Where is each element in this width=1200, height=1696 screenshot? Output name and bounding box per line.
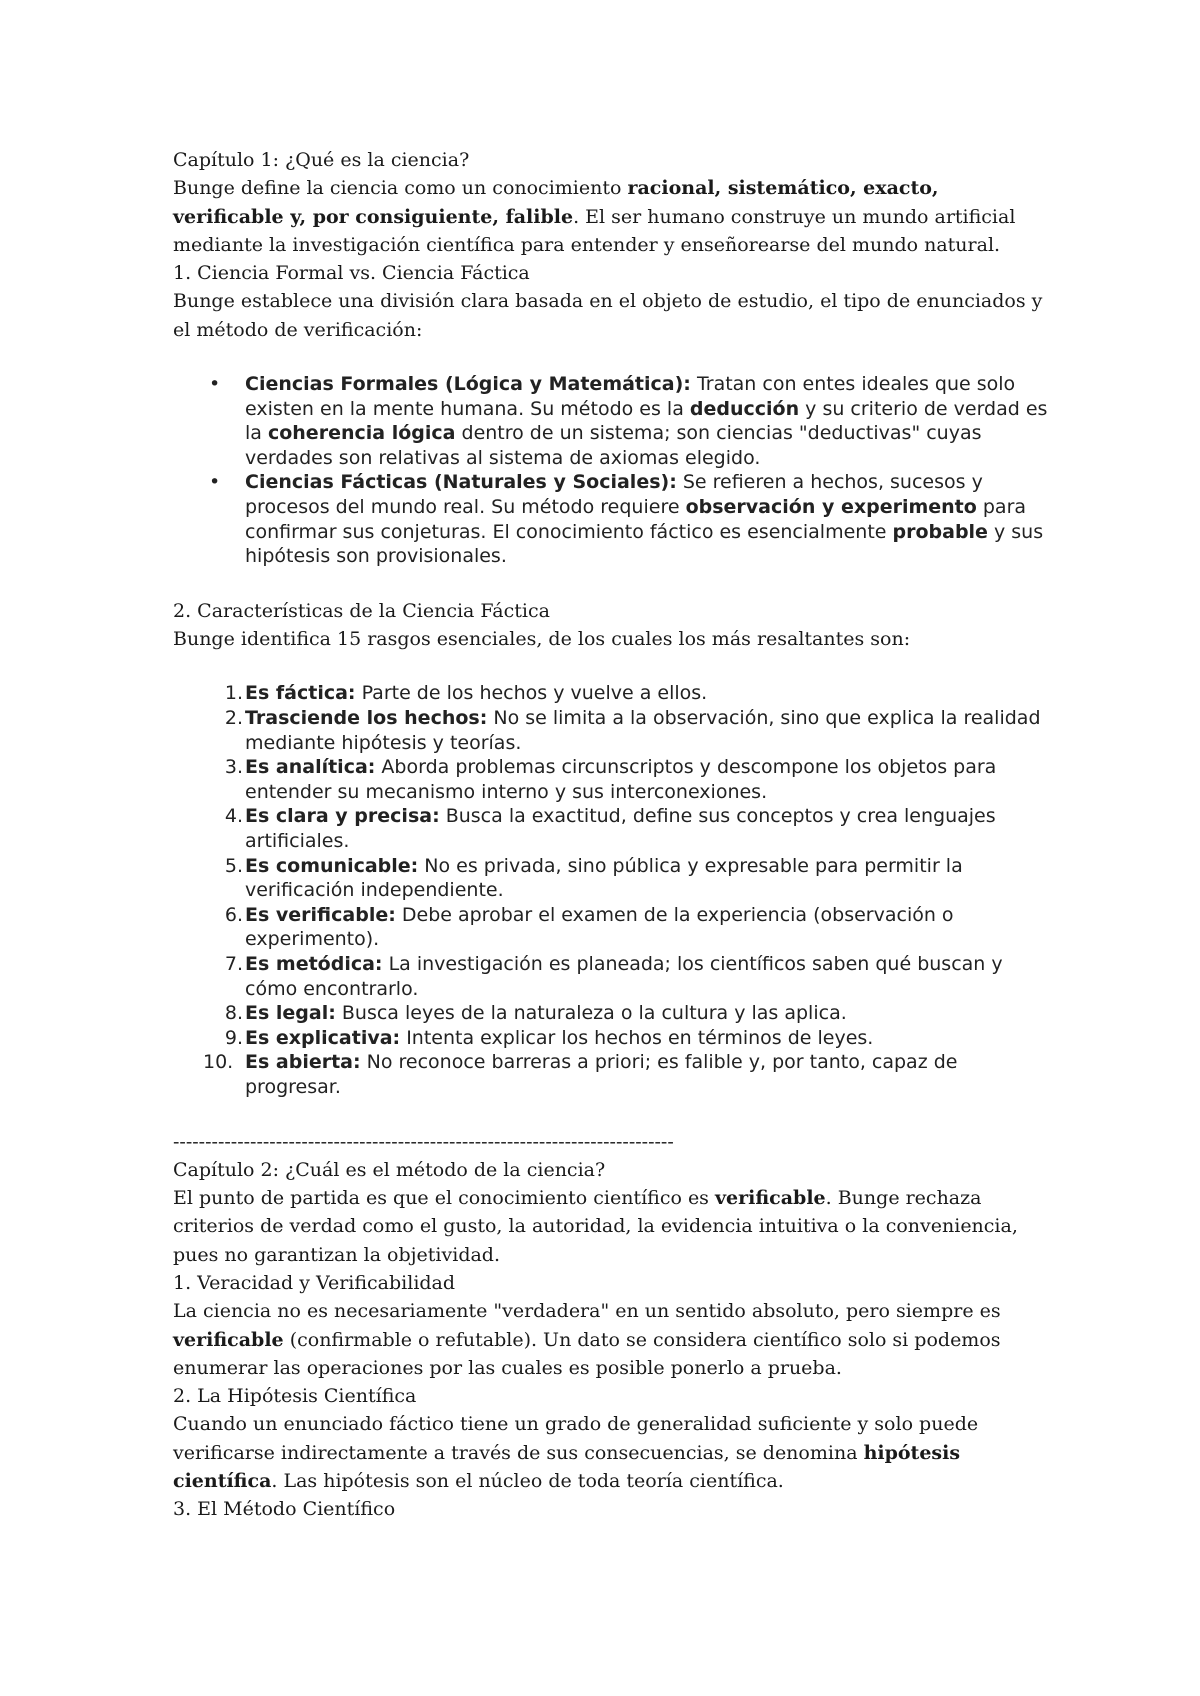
text-run: La ciencia no es necesariamente "verdadera" en un sentido absoluto, pero siempre es: [173, 1300, 1001, 1323]
list-number: 2.: [224, 707, 243, 730]
sciences-bullet-list: [173, 372, 1053, 569]
bold-run: verificable: [173, 1328, 284, 1351]
text-run: y su criterio de verdad es la: [245, 397, 1048, 445]
section-2-intro: Bunge identifica 15 rasgos esenciales, de los cuales los más resaltantes son:: [173, 628, 911, 651]
bold-run: coherencia lógica: [267, 422, 456, 445]
list-item: [173, 854, 1053, 903]
list-number: 9.: [224, 1026, 243, 1049]
list-number: 6.: [224, 903, 243, 926]
list-item: [173, 804, 1053, 853]
list-number: 10.: [203, 1051, 234, 1074]
section-1-title: 1. Ciencia Formal vs. Ciencia Fáctica: [173, 262, 530, 285]
chapter-2-intro: [173, 1184, 1053, 1269]
separator-line: ------------------------------------------------------------------------------: [173, 1130, 674, 1153]
ch2-section-3-title: 3. El Método Científico: [173, 1498, 396, 1521]
trait-label: Trasciende los hechos:: [245, 707, 488, 730]
text-run: (confirmable o refutable). Un dato se considera científico solo si podemos enumerar las operaciones por las cuales es posible ponerlo a prueba.: [173, 1328, 1001, 1379]
list-number: 5.: [224, 854, 243, 877]
list-number: 4.: [224, 805, 243, 828]
trait-description: Aborda problemas circunscriptos y descompone los objetos para entender su mecanismo interno y sus interconexiones.: [245, 756, 997, 803]
text-run: dentro de un sistema; son ciencias "deductivas" cuyas verdades son relativas al sistema de axiomas elegido.: [245, 422, 982, 469]
list-item: [173, 952, 1053, 1001]
text-run: Bunge define la ciencia como un conocimiento: [173, 177, 628, 200]
trait-label: Es legal:: [245, 1002, 336, 1025]
text-run: Tratan con entes ideales que solo existen en la mente humana. Su método es la: [245, 373, 1016, 420]
ch2-section-1-body: [173, 1297, 1053, 1382]
trait-description: Debe aprobar el examen de la experiencia (observación o experimento).: [245, 903, 954, 951]
list-item: [173, 681, 1053, 706]
document-body: [173, 146, 1053, 1524]
bullet-marker: •: [209, 471, 221, 494]
bold-run: deducción: [689, 397, 800, 420]
list-number: 7.: [224, 952, 243, 975]
trait-description: La investigación es planeada; los científicos saben qué buscan y cómo encontrarlo.: [245, 952, 1003, 1000]
text-run: . El ser humano construye un mundo artificial mediante la investigación científica para entender y enseñorearse del mundo natural.: [173, 205, 1016, 256]
list-item: [173, 903, 1053, 952]
list-item: [173, 706, 1053, 755]
spacer: [173, 653, 1053, 681]
section-2-heading: [173, 597, 1053, 654]
text-run: El punto de partida es que el conocimiento científico es: [173, 1187, 715, 1210]
bold-run: racional, sistemático, exacto, verificable y, por consiguiente, falible: [173, 177, 939, 228]
section-1-intro: Bunge establece una división clara basada en el objeto de estudio, el tipo de enunciados y el método de verificación:: [173, 290, 1043, 341]
trait-label: Es explicativa:: [245, 1026, 401, 1049]
ch2-section-1-title: 1. Veracidad y Verificabilidad: [173, 1272, 456, 1294]
spacer: [173, 569, 1053, 597]
trait-description: No es privada, sino pública y expresable para permitir la verificación independiente.: [245, 854, 963, 902]
trait-label: Es abierta:: [245, 1051, 361, 1074]
bullet-marker: •: [209, 373, 221, 396]
list-item: [173, 1050, 1053, 1099]
trait-description: No se limita a la observación, sino que explica la realidad mediante hipótesis y teorías.: [245, 707, 1041, 754]
ch2-section-2-body: [173, 1410, 1053, 1495]
bold-run: probable: [892, 520, 988, 543]
trait-label: Es analítica:: [245, 756, 376, 779]
text-run: Cuando un enunciado fáctico tiene un grado de generalidad suficiente y solo puede verificarse indirectamente a través de sus consecuencias, se denomina: [173, 1413, 979, 1464]
trait-description: Intenta explicar los hechos en términos de leyes.: [400, 1026, 874, 1049]
traits-numbered-list: [173, 681, 1053, 1099]
chapter-1-intro: [173, 174, 1053, 259]
ch2-section-2-title: 2. La Hipótesis Científica: [173, 1385, 417, 1408]
chapter-2-title: Capítulo 2: ¿Cuál es el método de la ciencia?: [173, 1158, 606, 1181]
text-run: . Bunge rechaza criterios de verdad como el gusto, la autoridad, la evidencia intuitiva o la conveniencia, pues no garantizan la objetividad.: [173, 1187, 1018, 1266]
trait-description: Busca leyes de la naturaleza o la cultura y las aplica.: [335, 1002, 847, 1025]
trait-label: Es verificable:: [245, 903, 396, 926]
list-item: [173, 1001, 1053, 1026]
bold-run: Ciencias Formales (Lógica y Matemática):: [245, 373, 691, 396]
chapter-2: [173, 1128, 1053, 1524]
trait-description: No reconoce barreras a priori; es falible y, por tanto, capaz de progresar.: [245, 1051, 958, 1098]
spacer: [173, 1100, 1053, 1128]
chapter-1: [173, 146, 1053, 344]
trait-label: Es metódica:: [245, 952, 383, 975]
trait-label: Es comunicable:: [245, 854, 419, 877]
text-run: Se refieren a hechos, sucesos y procesos del mundo real. Su método requiere: [245, 471, 983, 519]
bold-run: verificable: [714, 1187, 826, 1210]
text-run: para confirmar sus conjeturas. El conocimiento fáctico es esencialmente: [245, 496, 1027, 543]
bold-run: hipótesis científica: [173, 1441, 961, 1493]
spacer: [173, 344, 1053, 372]
trait-label: Es fáctica:: [245, 682, 356, 705]
bold-run: observación y experimento: [685, 496, 977, 519]
trait-description: Busca la exactitud, define sus conceptos y crea lenguajes artificiales.: [245, 805, 996, 852]
text-run: y sus hipótesis son provisionales.: [245, 520, 1044, 568]
bold-run: Ciencias Fácticas (Naturales y Sociales):: [245, 471, 677, 494]
trait-description: Parte de los hechos y vuelve a ellos.: [355, 682, 708, 705]
list-item: [173, 372, 1053, 470]
list-number: 1.: [224, 682, 243, 705]
chapter-1-title: Capítulo 1: ¿Qué es la ciencia?: [173, 149, 470, 171]
list-number: 3.: [224, 756, 243, 779]
list-item: [173, 470, 1053, 568]
list-number: 8.: [224, 1002, 243, 1025]
section-2-title: 2. Características de la Ciencia Fáctica: [173, 599, 550, 622]
trait-label: Es clara y precisa:: [245, 805, 440, 828]
list-item: [173, 1026, 1053, 1051]
list-item: [173, 755, 1053, 804]
text-run: . Las hipótesis son el núcleo de toda teoría científica.: [271, 1470, 784, 1493]
